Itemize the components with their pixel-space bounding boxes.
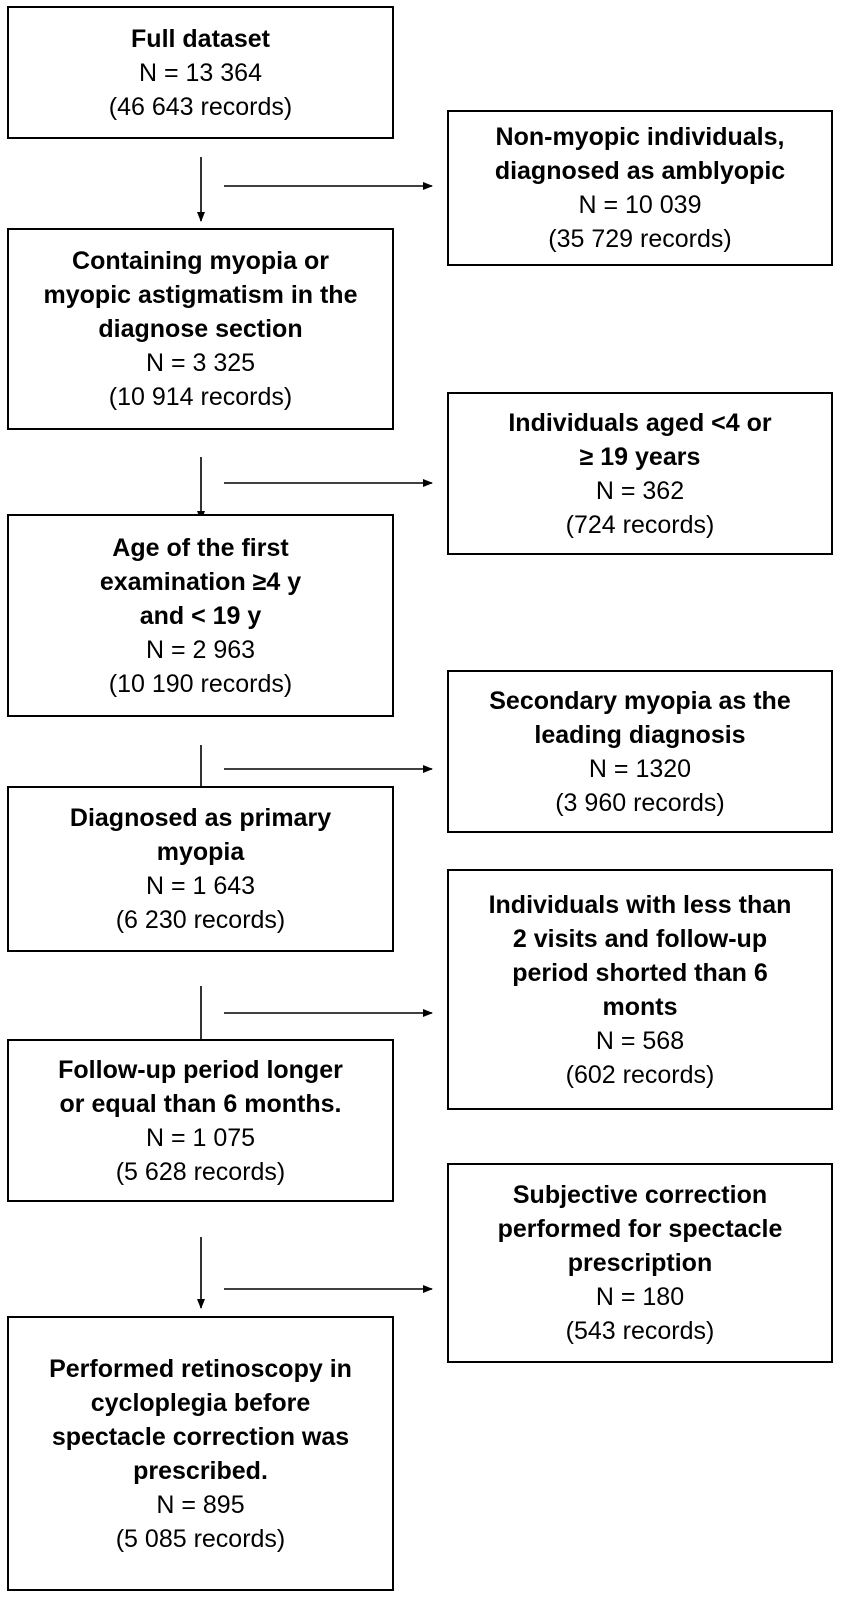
box-title-line: Performed retinoscopy in: [49, 1354, 352, 1383]
exclusion-box-age-range: [447, 392, 833, 555]
exclusion-box-few-visits: [447, 869, 833, 1110]
box-title-line: myopia: [156, 838, 245, 866]
box-title-line: 2 visits and follow-up: [512, 924, 768, 953]
box-title-line: Secondary myopia as the: [489, 686, 791, 715]
box-count: N = 895: [156, 1490, 245, 1519]
box-title-line: Age of the first: [112, 533, 289, 562]
box-title-line: Full dataset: [131, 24, 270, 53]
box-records: (3 960 records): [555, 788, 725, 817]
box-title-line: myopic astigmatism in the: [43, 281, 358, 309]
box-records: (10 190 records): [108, 669, 293, 698]
box-title-line: diagnosed as amblyopic: [494, 157, 786, 185]
box-title-line: Individuals aged <4 or: [508, 408, 772, 437]
box-records: (5 628 records): [115, 1157, 286, 1186]
exclusion-box-subjective-correction: [447, 1163, 833, 1363]
flow-box-myopia-diagnosis: [7, 228, 394, 430]
box-records: (602 records): [565, 1060, 715, 1089]
box-title-line: diagnose section: [98, 315, 303, 343]
box-records: (543 records): [565, 1317, 715, 1345]
flow-box-retinoscopy-cycloplegia: [7, 1316, 394, 1591]
box-records: (6 230 records): [115, 906, 286, 934]
box-count: N = 1 643: [145, 872, 256, 900]
box-title-line: performed for spectacle: [497, 1215, 783, 1243]
box-records: (724 records): [565, 510, 715, 539]
box-count: N = 568: [595, 1026, 685, 1055]
box-count: N = 180: [595, 1283, 685, 1311]
box-title-line: Diagnosed as primary: [69, 804, 332, 832]
flow-box-full-dataset: [7, 6, 394, 139]
box-count: N = 2 963: [145, 635, 256, 664]
box-title-line: examination ≥4 y: [99, 567, 302, 596]
box-title-line: period shorted than 6: [512, 958, 768, 987]
box-title-line: prescribed.: [133, 1456, 268, 1485]
flow-box-age-first-exam: [7, 514, 394, 717]
box-title-line: cycloplegia before: [90, 1388, 311, 1417]
flow-box-follow-up-period: [7, 1039, 394, 1202]
box-title-line: Non-myopic individuals,: [495, 123, 785, 151]
box-records: (35 729 records): [548, 225, 732, 253]
box-title-line: Subjective correction: [512, 1181, 768, 1209]
box-count: N = 362: [595, 476, 685, 505]
box-title-line: leading diagnosis: [534, 720, 746, 749]
box-count: N = 13 364: [138, 58, 262, 87]
box-records: (5 085 records): [115, 1524, 286, 1553]
box-title-line: prescription: [567, 1249, 713, 1277]
box-count: N = 1 075: [145, 1123, 256, 1152]
box-count: N = 10 039: [578, 191, 702, 219]
box-count: N = 3 325: [145, 349, 256, 377]
exclusion-box-non-myopic: [447, 110, 833, 266]
exclusion-box-secondary-myopia: [447, 670, 833, 833]
box-records: (46 643 records): [108, 92, 293, 121]
box-count: N = 1320: [588, 754, 692, 783]
box-records: (10 914 records): [108, 383, 293, 411]
box-title-line: Individuals with less than: [488, 890, 792, 919]
flow-box-primary-myopia: [7, 786, 394, 952]
box-title-line: ≥ 19 years: [579, 442, 701, 471]
box-title-line: or equal than 6 months.: [59, 1089, 342, 1118]
box-title-line: Follow-up period longer: [58, 1055, 343, 1084]
box-title-line: Containing myopia or: [72, 247, 329, 275]
box-title-line: monts: [602, 992, 678, 1021]
box-title-line: and < 19 y: [139, 601, 262, 630]
box-title-line: spectacle correction was: [51, 1422, 350, 1451]
